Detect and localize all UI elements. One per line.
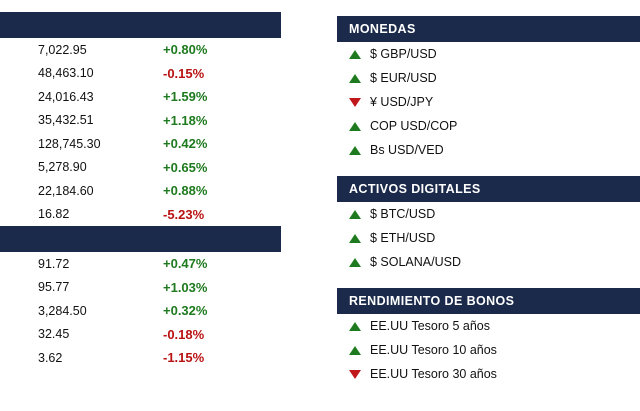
list-item[interactable] — [337, 362, 640, 386]
right-column — [337, 0, 640, 411]
activos-digitales-list — [337, 202, 640, 274]
quote-value: 3,284.50 — [38, 303, 87, 318]
table-row[interactable] — [0, 346, 281, 370]
table-row[interactable] — [0, 203, 281, 227]
table-row[interactable] — [0, 85, 281, 109]
quote-value: 95.77 — [38, 280, 70, 295]
quote-value: 91.72 — [38, 256, 70, 271]
quote-value: 24,016.43 — [38, 89, 94, 104]
arrow-down-icon — [349, 362, 362, 386]
instrument-label: COP USD/COP — [370, 119, 458, 133]
quote-value: 22,184.60 — [38, 183, 94, 198]
indices-quote-table — [0, 38, 281, 226]
arrow-up-icon — [349, 314, 362, 338]
instrument-label: $ ETH/USD — [370, 231, 436, 245]
quote-value: 16.82 — [38, 207, 70, 222]
monedas-section-title: MONEDAS — [349, 22, 416, 36]
left-column — [0, 0, 281, 411]
list-item[interactable] — [337, 66, 640, 90]
arrow-down-icon — [349, 90, 362, 114]
table-row[interactable] — [0, 323, 281, 347]
quote-change: -0.15% — [163, 65, 205, 81]
monedas-section-header — [337, 16, 640, 42]
arrow-up-icon — [349, 42, 362, 66]
arrow-up-icon — [349, 338, 362, 362]
indices-section-header — [0, 12, 281, 38]
table-row[interactable] — [0, 276, 281, 300]
quote-change: +0.88% — [163, 183, 208, 199]
instrument-label: $ BTC/USD — [370, 207, 436, 221]
list-item[interactable] — [337, 202, 640, 226]
activos-digitales-section-title: ACTIVOS DIGITALES — [349, 182, 481, 196]
quote-change: +0.42% — [163, 136, 208, 152]
list-item[interactable] — [337, 114, 640, 138]
list-item[interactable] — [337, 90, 640, 114]
table-row[interactable] — [0, 299, 281, 323]
instrument-label: EE.UU Tesoro 5 años — [370, 319, 490, 333]
instrument-label: ¥ USD/JPY — [370, 95, 434, 109]
quote-value: 7,022.95 — [38, 42, 87, 57]
arrow-up-icon — [349, 66, 362, 90]
table-row[interactable] — [0, 62, 281, 86]
table-row[interactable] — [0, 156, 281, 180]
quote-change: +0.80% — [163, 42, 208, 58]
quote-value: 128,745.30 — [38, 136, 101, 151]
quote-value: 48,463.10 — [38, 66, 94, 81]
quote-change: +1.18% — [163, 112, 208, 128]
table-row[interactable] — [0, 252, 281, 276]
instrument-label: $ SOLANA/USD — [370, 255, 462, 269]
instrument-label: EE.UU Tesoro 10 años — [370, 343, 497, 357]
arrow-up-icon — [349, 250, 362, 274]
table-row[interactable] — [0, 38, 281, 62]
monedas-list — [337, 42, 640, 162]
quote-value: 5,278.90 — [38, 160, 87, 175]
quote-change: +0.47% — [163, 256, 208, 272]
list-item[interactable] — [337, 42, 640, 66]
instrument-label: Bs USD/VED — [370, 143, 444, 157]
rendimiento-de-bonos-section-title: RENDIMIENTO DE BONOS — [349, 294, 515, 308]
table-row[interactable] — [0, 179, 281, 203]
quote-change: -0.18% — [163, 326, 205, 342]
quote-value: 3.62 — [38, 350, 63, 365]
list-item[interactable] — [337, 226, 640, 250]
list-item[interactable] — [337, 338, 640, 362]
quote-change: +0.65% — [163, 159, 208, 175]
instrument-label: EE.UU Tesoro 30 años — [370, 367, 497, 381]
quote-value: 32.45 — [38, 327, 70, 342]
table-row[interactable] — [0, 132, 281, 156]
quote-change: -1.15% — [163, 350, 205, 366]
quote-change: +0.32% — [163, 303, 208, 319]
arrow-up-icon — [349, 202, 362, 226]
commodities-quote-table — [0, 252, 281, 370]
list-item[interactable] — [337, 138, 640, 162]
list-item[interactable] — [337, 250, 640, 274]
activos-digitales-section-header — [337, 176, 640, 202]
quote-change: -5.23% — [163, 206, 205, 222]
commodities-section-header — [0, 226, 281, 252]
rendimiento-de-bonos-list — [337, 314, 640, 386]
table-row[interactable] — [0, 109, 281, 133]
arrow-up-icon — [349, 226, 362, 250]
list-item[interactable] — [337, 314, 640, 338]
arrow-up-icon — [349, 138, 362, 162]
quote-change: +1.59% — [163, 89, 208, 105]
quote-change: +1.03% — [163, 279, 208, 295]
quote-value: 35,432.51 — [38, 113, 94, 128]
arrow-up-icon — [349, 114, 362, 138]
instrument-label: $ GBP/USD — [370, 47, 437, 61]
rendimiento-de-bonos-section-header — [337, 288, 640, 314]
instrument-label: $ EUR/USD — [370, 71, 437, 85]
